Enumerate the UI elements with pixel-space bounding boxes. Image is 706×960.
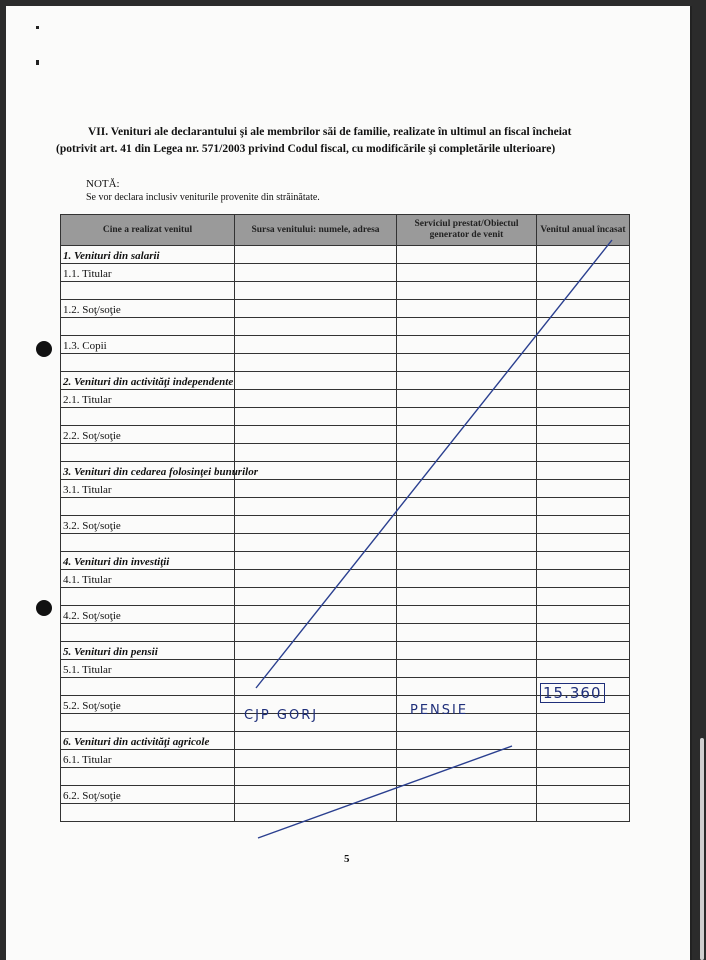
row-label-cell: 5. Venituri din pensii <box>61 642 235 660</box>
row-label-cell: 1.2. Soţ/soţie <box>61 300 235 318</box>
scrollbar[interactable] <box>700 738 704 960</box>
row-label-cell: 4. Venituri din investiţii <box>61 552 235 570</box>
column-header: Venitul anual încasat <box>537 215 630 246</box>
row-label-cell: 5.2. Soţ/soţie <box>61 696 235 714</box>
strike-line-upper <box>256 240 612 688</box>
row-label-cell: 2.1. Titular <box>61 390 235 408</box>
section-subtitle: (potrivit art. 41 din Legea nr. 571/2003 privind Codul fiscal, cu modificările şi completările ulterioare) <box>56 143 556 155</box>
column-header: Sursa venitului: numele, adresa <box>235 215 397 246</box>
column-header: Cine a realizat venitul <box>61 215 235 246</box>
row-label-cell: 4.2. Soţ/soţie <box>61 606 235 624</box>
row-label-cell: 1.3. Copii <box>61 336 235 354</box>
nota-text: Se vor declara inclusiv veniturile provenite din străinătate. <box>86 192 320 203</box>
nota-label: NOTĂ: <box>86 178 120 190</box>
handwritten-source: CJP GORJ <box>244 708 319 723</box>
row-label-cell: 6.2. Soţ/soţie <box>61 786 235 804</box>
handwritten-amount: 15.360 <box>540 683 605 703</box>
row-label-cell: 3. Venituri din cedarea folosinţei bunurilor <box>61 462 235 480</box>
row-label-cell: 4.1. Titular <box>61 570 235 588</box>
row-label-cell: 3.1. Titular <box>61 480 235 498</box>
column-header: Serviciul prestat/Obiectul generator de venit <box>397 215 537 246</box>
section-title: VII. Venituri ale declarantului şi ale membrilor săi de familie, realizate în ultimul an fiscal încheiat <box>88 126 572 138</box>
row-label-cell: 1.1. Titular <box>61 264 235 282</box>
row-label-cell: 3.2. Soţ/soţie <box>61 516 235 534</box>
row-label-cell: 2.2. Soţ/soţie <box>61 426 235 444</box>
row-label-cell: 6. Venituri din activităţi agricole <box>61 732 235 750</box>
strike-line-lower <box>258 746 512 838</box>
row-label-cell: 5.1. Titular <box>61 660 235 678</box>
page-number: 5 <box>344 853 350 865</box>
handwritten-service: PENSIE <box>410 703 469 718</box>
row-label-cell: 1. Venituri din salarii <box>61 246 235 264</box>
row-label-cell: 2. Venituri din activităţi independente <box>61 372 235 390</box>
row-label-cell: 6.1. Titular <box>61 750 235 768</box>
